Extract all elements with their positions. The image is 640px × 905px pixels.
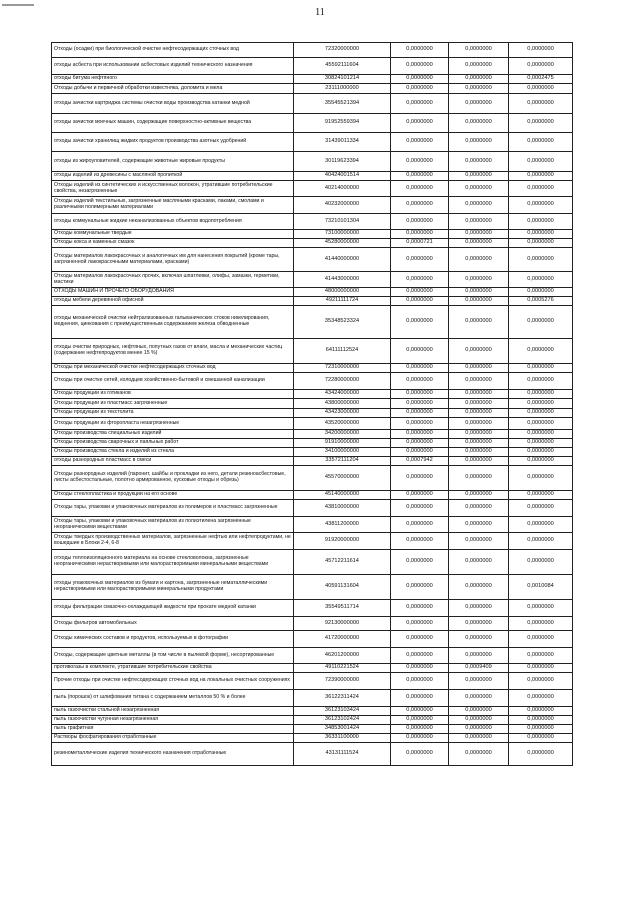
- value-3-cell: 0,0000000: [509, 617, 573, 631]
- value-1-cell: 0,0000000: [391, 448, 449, 457]
- waste-name-cell: Отходы продукции из готиканов: [52, 390, 294, 399]
- value-2-cell: 0,0000000: [449, 152, 509, 172]
- value-3-cell: 0,0000000: [509, 707, 573, 716]
- value-2-cell: 0,0000000: [449, 306, 509, 339]
- table-row: [52, 197, 573, 214]
- table-row: [52, 466, 573, 491]
- value-3-cell: 0,0000000: [509, 181, 573, 197]
- value-2-cell: 0,0000000: [449, 339, 509, 364]
- table-row: [52, 133, 573, 152]
- value-2-cell: 0,0000000: [449, 43, 509, 58]
- fkko-code-cell: 33572111204: [294, 457, 391, 466]
- fkko-code-cell: 40214000000: [294, 181, 391, 197]
- value-1-cell: 0,0000000: [391, 43, 449, 58]
- value-2-cell: 0,0000000: [449, 399, 509, 409]
- value-3-cell: 0,0000000: [509, 743, 573, 766]
- value-2-cell: 0,0000000: [449, 743, 509, 766]
- value-1-cell: 0,0000000: [391, 152, 449, 172]
- value-3-cell: 0,0000000: [509, 399, 573, 409]
- value-3-cell: 0,0000000: [509, 734, 573, 743]
- value-2-cell: 0,0000000: [449, 272, 509, 288]
- value-2-cell: 0,0000000: [449, 439, 509, 448]
- table-row: [52, 288, 573, 297]
- value-1-cell: 0,0000000: [391, 707, 449, 716]
- fkko-code-cell: 91920000000: [294, 533, 391, 550]
- fkko-code-cell: 45570000000: [294, 466, 391, 491]
- value-3-cell: 0,0000000: [509, 152, 573, 172]
- waste-name-cell: Отходы производства сварочных и паяльных работ: [52, 439, 294, 448]
- fkko-code-cell: 40424001514: [294, 172, 391, 181]
- value-3-cell: 0,0000000: [509, 664, 573, 673]
- value-2-cell: 0,0000000: [449, 707, 509, 716]
- waste-name-cell: Отходы продукции из текстолита: [52, 409, 294, 418]
- value-2-cell: 0,0000000: [449, 58, 509, 75]
- value-1-cell: 0,0000000: [391, 725, 449, 734]
- table-row: [52, 409, 573, 418]
- value-3-cell: 0,0000000: [509, 418, 573, 430]
- waste-name-cell: Отходы фильтров автомобильных: [52, 617, 294, 631]
- table-row: [52, 373, 573, 390]
- fkko-code-cell: 45140000000: [294, 491, 391, 500]
- fkko-code-cell: 34100000000: [294, 448, 391, 457]
- waste-name-cell: Растворы фосфатирования отработанные: [52, 734, 294, 743]
- table-row: [52, 214, 573, 230]
- fkko-code-cell: 36122311424: [294, 690, 391, 707]
- table-row: [52, 339, 573, 364]
- table-row: [52, 448, 573, 457]
- value-1-cell: 0,0000000: [391, 690, 449, 707]
- table-row: [52, 430, 573, 439]
- value-1-cell: 0,0000000: [391, 673, 449, 690]
- value-1-cell: 0,0000000: [391, 390, 449, 399]
- waste-name-cell: пыль газоочистки чугунная незагрязненная: [52, 716, 294, 725]
- table-row: [52, 43, 573, 58]
- value-3-cell: 0,0000000: [509, 58, 573, 75]
- value-1-cell: 0,0000000: [391, 133, 449, 152]
- value-3-cell: 0,0000000: [509, 84, 573, 94]
- value-3-cell: 0,0000000: [509, 533, 573, 550]
- waste-name-cell: Отходы тары, упаковки и упаковочных материалов из полиэтилена загрязненные неорганическими веществами: [52, 517, 294, 533]
- value-1-cell: 0,0000000: [391, 533, 449, 550]
- value-1-cell: 0,0000000: [391, 743, 449, 766]
- value-3-cell: 0,0000000: [509, 248, 573, 272]
- waste-name-cell: отходы фильтрации смазочно-охлаждающей жидкости при прокате медной катанки: [52, 600, 294, 617]
- table-row: [52, 172, 573, 181]
- fkko-code-cell: 41720000000: [294, 631, 391, 648]
- value-2-cell: 0,0000000: [449, 448, 509, 457]
- value-2-cell: 0,0000000: [449, 673, 509, 690]
- fkko-code-cell: 72310000000: [294, 364, 391, 373]
- value-2-cell: 0,0000000: [449, 533, 509, 550]
- value-3-cell: 0,0000000: [509, 133, 573, 152]
- value-3-cell: 0,0000000: [509, 288, 573, 297]
- waste-name-cell: Отходы разнородных изделий (паронит, шайбы и прокладки из него, детали резиноасбестовые, листы асбестостальные, полотно армированное, кусковые отходы и обрезь): [52, 466, 294, 491]
- value-3-cell: 0,0000000: [509, 500, 573, 517]
- table-row: [52, 491, 573, 500]
- value-3-cell: 0,0000000: [509, 517, 573, 533]
- waste-name-cell: отходы из жироуловителей, содержащие животные жировые продукты: [52, 152, 294, 172]
- table-row: [52, 84, 573, 94]
- value-1-cell: 0,0000000: [391, 197, 449, 214]
- value-2-cell: 0,0000000: [449, 690, 509, 707]
- table-row: [52, 390, 573, 399]
- value-1-cell: 0,0000000: [391, 439, 449, 448]
- waste-name-cell: Отходы изделий текстильных, загрязненные масляными красками, лаками, смолами и различными полимерными материалами: [52, 197, 294, 214]
- waste-name-cell: отходы механической очистки нейтрализованных гальванических стоков никелирования, меднения, цинкования с преимущественным содержанием железа обводненные: [52, 306, 294, 339]
- table-row: [52, 664, 573, 673]
- value-2-cell: 0,0000000: [449, 373, 509, 390]
- value-1-cell: 0,0000000: [391, 306, 449, 339]
- value-1-cell: 0,0000000: [391, 575, 449, 600]
- value-1-cell: 0,0000000: [391, 58, 449, 75]
- table-row: [52, 734, 573, 743]
- fkko-code-cell: 40591131604: [294, 575, 391, 600]
- waste-name-cell: отходы асбеста при использовании асбестовых изделий технического назначения: [52, 58, 294, 75]
- value-3-cell: 0,0000000: [509, 373, 573, 390]
- value-2-cell: 0,0000000: [449, 600, 509, 617]
- value-3-cell: 0,0000000: [509, 690, 573, 707]
- fkko-code-cell: 64111112524: [294, 339, 391, 364]
- fkko-code-cell: 45280000000: [294, 239, 391, 248]
- table-row: [52, 690, 573, 707]
- value-2-cell: 0,0000000: [449, 390, 509, 399]
- table-row: [52, 418, 573, 430]
- value-2-cell: 0,0000000: [449, 230, 509, 239]
- fkko-code-cell: 72390000000: [294, 673, 391, 690]
- waste-name-cell: Отходы материалов лакокрасочных прочих, включая шпатлевки, олифы, замазки, герметики, мастики: [52, 272, 294, 288]
- table-row: [52, 297, 573, 306]
- fkko-code-cell: 40232000000: [294, 197, 391, 214]
- value-3-cell: 0,0000000: [509, 272, 573, 288]
- waste-name-cell: отходы битума нефтяного: [52, 75, 294, 84]
- value-1-cell: 0,0000000: [391, 272, 449, 288]
- waste-name-cell: отходы коммунальные жидкие неканализованных объектов водопотребления: [52, 214, 294, 230]
- value-1-cell: 0,0000000: [391, 288, 449, 297]
- waste-name-cell: Отходы добычи и первичной обработки известняка, доломита и мела: [52, 84, 294, 94]
- value-1-cell: 0,0000000: [391, 364, 449, 373]
- fkko-code-cell: 43811200000: [294, 517, 391, 533]
- value-1-cell: 0,0000000: [391, 500, 449, 517]
- fkko-code-cell: 23111000000: [294, 84, 391, 94]
- value-1-cell: 0,0000000: [391, 172, 449, 181]
- waste-name-cell: пыль (порошок) от шлифования титана с содержанием металлов 50 % и более: [52, 690, 294, 707]
- value-1-cell: 0,0000000: [391, 114, 449, 133]
- table-row: [52, 181, 573, 197]
- fkko-code-cell: 49211111724: [294, 297, 391, 306]
- waste-name-cell: отходы теплоизоляционного материала на основе стекловолокна, загрязненные неорганическими нерастворимыми или малорастворимыми минеральными веществами: [52, 550, 294, 575]
- value-1-cell: 0,0000000: [391, 399, 449, 409]
- value-1-cell: 0,0000000: [391, 297, 449, 306]
- value-3-cell: 0,0000000: [509, 600, 573, 617]
- table-row: [52, 58, 573, 75]
- table-row: [52, 716, 573, 725]
- value-3-cell: 0,0000000: [509, 172, 573, 181]
- waste-name-cell: Отходы коммунальные твердые: [52, 230, 294, 239]
- value-2-cell: 0,0000000: [449, 214, 509, 230]
- fkko-code-cell: 31439011334: [294, 133, 391, 152]
- table-row: [52, 550, 573, 575]
- value-2-cell: 0,0000000: [449, 517, 509, 533]
- waste-name-cell: Отходы при очистке сетей, колодцев хозяйственно-бытовой и смешанной канализации: [52, 373, 294, 390]
- value-1-cell: 0,0000000: [391, 230, 449, 239]
- value-3-cell: 0,0000000: [509, 491, 573, 500]
- value-1-cell: 0,0000000: [391, 466, 449, 491]
- fkko-code-cell: 92130000000: [294, 617, 391, 631]
- waste-name-cell: отходы очистки природных, нефтяных, попутных газов от влаги, масла и механических частиц (содержание нефтепродуктов менее 15 %): [52, 339, 294, 364]
- fkko-code-cell: 41440000000: [294, 248, 391, 272]
- value-2-cell: 0,0000000: [449, 172, 509, 181]
- waste-name-cell: отходы изделий из древесины с масляной пропиткой: [52, 172, 294, 181]
- value-2-cell: 0,0000000: [449, 288, 509, 297]
- fkko-code-cell: 49110221524: [294, 664, 391, 673]
- table-row: [52, 272, 573, 288]
- value-2-cell: 0,0000000: [449, 734, 509, 743]
- table-row: [52, 94, 573, 114]
- fkko-code-cell: 48000000000: [294, 288, 391, 297]
- value-2-cell: 0,0000000: [449, 466, 509, 491]
- value-1-cell: 0,0000000: [391, 517, 449, 533]
- waste-name-cell: Отходы стеклопластика и продукции на его основе: [52, 491, 294, 500]
- value-2-cell: 0,0009409: [449, 664, 509, 673]
- fkko-code-cell: 73100000000: [294, 230, 391, 239]
- table-row: [52, 399, 573, 409]
- waste-name-cell: Отходы (осадки) при биологической очистке нефтесодержащих сточных вод: [52, 43, 294, 58]
- waste-name-cell: Отходы материалов лакокрасочных и аналогичных им для нанесения покрытий (кроме тары, загрязненной лакокрасочными материалами, красками): [52, 248, 294, 272]
- waste-name-cell: противогазы в комплекте, утратившие потребительские свойства: [52, 664, 294, 673]
- value-3-cell: 0,0000000: [509, 230, 573, 239]
- value-3-cell: 0,0000000: [509, 197, 573, 214]
- value-3-cell: 0,0000000: [509, 648, 573, 664]
- fkko-code-cell: 36331100000: [294, 734, 391, 743]
- table-row: [52, 364, 573, 373]
- fkko-code-cell: 43423000000: [294, 409, 391, 418]
- table-row: [52, 500, 573, 517]
- value-1-cell: 0,0000000: [391, 373, 449, 390]
- waste-name-cell: отходы разнородных пластмасс в смеси: [52, 457, 294, 466]
- value-2-cell: 0,0000000: [449, 133, 509, 152]
- fkko-code-cell: 43424000000: [294, 390, 391, 399]
- waste-name-cell: Отходы химических составов и продуктов, используемых в фотографии: [52, 631, 294, 648]
- value-2-cell: 0,0000000: [449, 114, 509, 133]
- value-3-cell: 0,0010084: [509, 575, 573, 600]
- fkko-code-cell: 36123103424: [294, 707, 391, 716]
- waste-name-cell: ОТХОДЫ МАШИН И ПРОЧЕГО ОБОРУДОВАНИЯ: [52, 288, 294, 297]
- table-row: [52, 575, 573, 600]
- waste-name-cell: пыль газоочистки стальной незагрязненная: [52, 707, 294, 716]
- table-row: [52, 239, 573, 248]
- table-row: [52, 439, 573, 448]
- table-row: [52, 631, 573, 648]
- table-row: [52, 533, 573, 550]
- value-2-cell: 0,0000000: [449, 409, 509, 418]
- table-row: [52, 617, 573, 631]
- value-1-cell: 0,0000000: [391, 550, 449, 575]
- fkko-code-cell: 45712211614: [294, 550, 391, 575]
- value-1-cell: 0,0000000: [391, 664, 449, 673]
- value-1-cell: 0,0000000: [391, 84, 449, 94]
- value-2-cell: 0,0000000: [449, 239, 509, 248]
- value-2-cell: 0,0000000: [449, 197, 509, 214]
- waste-name-cell: Отходы производства специальных изделий: [52, 430, 294, 439]
- page-number: 11: [315, 7, 325, 18]
- fkko-code-cell: 43810000000: [294, 500, 391, 517]
- value-3-cell: 0,0000000: [509, 390, 573, 399]
- value-3-cell: 0,0000000: [509, 457, 573, 466]
- fkko-code-cell: 43520000000: [294, 418, 391, 430]
- fkko-code-cell: 34200000000: [294, 430, 391, 439]
- value-2-cell: 0,0000000: [449, 500, 509, 517]
- value-3-cell: 0,0000000: [509, 716, 573, 725]
- table-row: [52, 457, 573, 466]
- value-1-cell: 0,0000000: [391, 181, 449, 197]
- waste-name-cell: резинометаллические изделия технического назначения отработанные: [52, 743, 294, 766]
- table-row: [52, 725, 573, 734]
- table-row: [52, 248, 573, 272]
- value-3-cell: 0,0000000: [509, 409, 573, 418]
- value-3-cell: 0,0000000: [509, 214, 573, 230]
- value-2-cell: 0,0000000: [449, 716, 509, 725]
- value-3-cell: 0,0000000: [509, 725, 573, 734]
- value-2-cell: 0,0000000: [449, 418, 509, 430]
- table-row: [52, 600, 573, 617]
- table-row: [52, 114, 573, 133]
- table-row: [52, 707, 573, 716]
- fkko-code-cell: 43800000000: [294, 399, 391, 409]
- fkko-code-cell: 73210101304: [294, 214, 391, 230]
- value-2-cell: 0,0000000: [449, 491, 509, 500]
- fkko-code-cell: 43131111524: [294, 743, 391, 766]
- value-2-cell: 0,0000000: [449, 550, 509, 575]
- table-row: [52, 306, 573, 339]
- waste-name-cell: Отходы производства стекла и изделий из стекла: [52, 448, 294, 457]
- waste-name-cell: Отходы изделий из синтетических и искусственных волокон, утратившие потребительские свойства, незагрязненные: [52, 181, 294, 197]
- table-row: [52, 230, 573, 239]
- value-2-cell: 0,0000000: [449, 457, 509, 466]
- value-3-cell: 0,0000000: [509, 673, 573, 690]
- value-3-cell: 0,0000000: [509, 466, 573, 491]
- fkko-code-cell: 45592111604: [294, 58, 391, 75]
- value-1-cell: 0,0000000: [391, 430, 449, 439]
- value-2-cell: 0,0000000: [449, 84, 509, 94]
- value-1-cell: 0,0007942: [391, 457, 449, 466]
- waste-name-cell: Отходы, содержащие цветные металлы (в том числе в пылевой форме), несортированные: [52, 648, 294, 664]
- waste-table: [51, 42, 573, 766]
- value-3-cell: 0,0002475: [509, 75, 573, 84]
- table-row: [52, 648, 573, 664]
- value-3-cell: 0,0000000: [509, 306, 573, 339]
- value-2-cell: 0,0000000: [449, 248, 509, 272]
- value-3-cell: 0,0000000: [509, 43, 573, 58]
- value-3-cell: 0,0000000: [509, 114, 573, 133]
- value-1-cell: 0,0000000: [391, 734, 449, 743]
- value-1-cell: 0,0000000: [391, 248, 449, 272]
- value-1-cell: 0,0000000: [391, 617, 449, 631]
- waste-name-cell: отходы зачистки хранилищ жидких продуктов производства азотных удобрений: [52, 133, 294, 152]
- value-1-cell: 0,0000000: [391, 600, 449, 617]
- waste-name-cell: пыль графитная: [52, 725, 294, 734]
- value-3-cell: 0,0000000: [509, 239, 573, 248]
- fkko-code-cell: 35545521394: [294, 94, 391, 114]
- table-row: [52, 743, 573, 766]
- waste-name-cell: отходы мебели деревянной офисной: [52, 297, 294, 306]
- fkko-code-cell: 72280000000: [294, 373, 391, 390]
- value-1-cell: 0,0000721: [391, 239, 449, 248]
- value-1-cell: 0,0000000: [391, 339, 449, 364]
- value-3-cell: 0,0000000: [509, 631, 573, 648]
- waste-name-cell: Отходы твердых производственных материалов, загрязненные нефтью или нефтепродуктами, не вошедшие в Блоки 2-4, 6-8: [52, 533, 294, 550]
- value-3-cell: 0,0000000: [509, 430, 573, 439]
- fkko-code-cell: 35348523324: [294, 306, 391, 339]
- fkko-code-cell: 41443000000: [294, 272, 391, 288]
- waste-name-cell: Отходы продукции из пластмасс загрязненные: [52, 399, 294, 409]
- value-1-cell: 0,0000000: [391, 648, 449, 664]
- fkko-code-cell: 46201200000: [294, 648, 391, 664]
- value-1-cell: 0,0000000: [391, 409, 449, 418]
- fkko-code-cell: 30824101214: [294, 75, 391, 84]
- fkko-code-cell: 91910000000: [294, 439, 391, 448]
- value-1-cell: 0,0000000: [391, 716, 449, 725]
- value-2-cell: 0,0000000: [449, 575, 509, 600]
- table-row: [52, 152, 573, 172]
- value-2-cell: 0,0000000: [449, 297, 509, 306]
- table-row: [52, 673, 573, 690]
- corner-mark: [2, 4, 34, 6]
- value-2-cell: 0,0000000: [449, 75, 509, 84]
- waste-name-cell: Прочие отходы при очистке нефтесодержащих сточных вод на локальных очистных сооружениях: [52, 673, 294, 690]
- waste-name-cell: отходы зачистки моечных машин, содержащие поверхностно-активные вещества: [52, 114, 294, 133]
- table-row: [52, 75, 573, 84]
- table-body: [52, 43, 573, 766]
- value-2-cell: 0,0000000: [449, 617, 509, 631]
- fkko-code-cell: 35549511714: [294, 600, 391, 617]
- value-3-cell: 0,0000000: [509, 448, 573, 457]
- value-1-cell: 0,0000000: [391, 214, 449, 230]
- waste-name-cell: Отходы тары, упаковки и упаковочных материалов из полимеров и пластмасс загрязненные: [52, 500, 294, 517]
- value-1-cell: 0,0000000: [391, 491, 449, 500]
- waste-name-cell: Отходы продукции из фторопласта незагрязненные: [52, 418, 294, 430]
- fkko-code-cell: 34853001424: [294, 725, 391, 734]
- value-2-cell: 0,0000000: [449, 94, 509, 114]
- waste-name-cell: отходы зачистки картриджа системы очистки воды производства катанки медной: [52, 94, 294, 114]
- value-2-cell: 0,0000000: [449, 430, 509, 439]
- waste-name-cell: Отходы при механической очистке нефтесодержащих сточных вод: [52, 364, 294, 373]
- value-3-cell: 0,0000000: [509, 94, 573, 114]
- table-row: [52, 517, 573, 533]
- value-3-cell: 0,0000000: [509, 439, 573, 448]
- value-3-cell: 0,0005276: [509, 297, 573, 306]
- waste-name-cell: отходы упаковочных материалов из бумаги и картона, загрязненные нематаллическими нерастворимыми или малорастворимыми минеральными продуктами: [52, 575, 294, 600]
- fkko-code-cell: 30119623394: [294, 152, 391, 172]
- value-3-cell: 0,0000000: [509, 364, 573, 373]
- value-2-cell: 0,0000000: [449, 648, 509, 664]
- value-1-cell: 0,0000000: [391, 631, 449, 648]
- value-2-cell: 0,0000000: [449, 181, 509, 197]
- waste-name-cell: Отходы кокса и каменных смазок: [52, 239, 294, 248]
- value-1-cell: 0,0000000: [391, 94, 449, 114]
- fkko-code-cell: 91952559394: [294, 114, 391, 133]
- value-3-cell: 0,0000000: [509, 550, 573, 575]
- value-2-cell: 0,0000000: [449, 725, 509, 734]
- value-3-cell: 0,0000000: [509, 339, 573, 364]
- value-2-cell: 0,0000000: [449, 364, 509, 373]
- value-1-cell: 0,0000000: [391, 75, 449, 84]
- value-1-cell: 0,0000000: [391, 418, 449, 430]
- fkko-code-cell: 72320000000: [294, 43, 391, 58]
- fkko-code-cell: 36123102424: [294, 716, 391, 725]
- value-2-cell: 0,0000000: [449, 631, 509, 648]
